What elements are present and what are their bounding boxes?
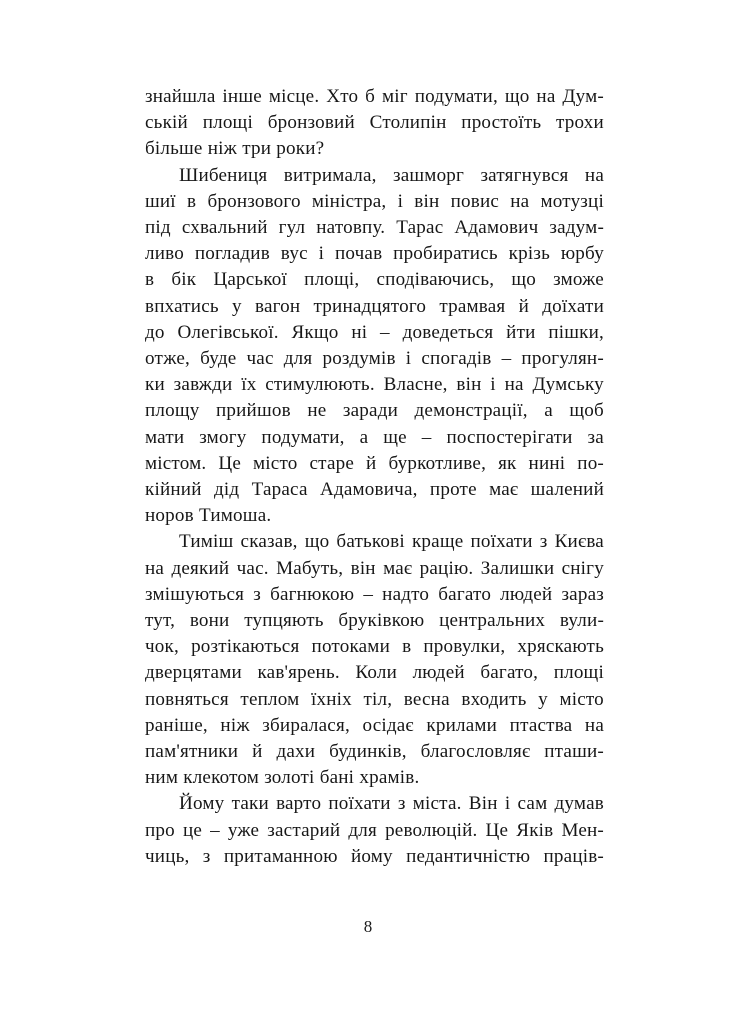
- word: інше: [222, 86, 262, 107]
- word: пам'ятники: [145, 741, 239, 763]
- word: юрбу: [560, 243, 604, 265]
- word: час.: [236, 557, 269, 579]
- text-line: [145, 163, 604, 189]
- word: буде: [200, 348, 237, 370]
- word: Дум-: [562, 86, 604, 107]
- word: й: [366, 452, 377, 474]
- word: як: [498, 452, 517, 474]
- word: потоками: [311, 636, 390, 658]
- word: храмів.: [359, 767, 420, 789]
- word: тіл,: [363, 688, 393, 710]
- word: збиралася,: [262, 714, 350, 736]
- text-line: [145, 398, 604, 424]
- word: для: [283, 348, 313, 370]
- text-line: [145, 503, 604, 529]
- word: багато: [438, 583, 492, 605]
- word: Це: [218, 452, 242, 474]
- text-line: [145, 660, 604, 686]
- word: що: [511, 269, 537, 291]
- word: поїхати: [328, 793, 391, 815]
- word: ніж: [207, 138, 238, 160]
- word: задум-: [549, 217, 604, 239]
- word: мати: [145, 426, 185, 448]
- word: розтікаються: [191, 636, 300, 658]
- paragraph: [145, 163, 604, 530]
- word: в: [145, 269, 155, 291]
- word: він: [456, 374, 482, 396]
- word: на: [504, 374, 524, 396]
- word: вули-: [559, 610, 604, 632]
- word: Тиміш: [179, 531, 234, 553]
- word: Адамович: [454, 217, 539, 239]
- word: прогулян-: [521, 348, 604, 370]
- word: бані: [319, 767, 355, 789]
- word: дахи: [276, 741, 316, 763]
- text-line: [145, 556, 604, 582]
- word: теплом: [240, 688, 300, 710]
- word: притаманною: [223, 845, 338, 867]
- word: Тараса: [251, 479, 308, 501]
- word: бруківкою: [338, 610, 425, 632]
- word: поспостерігати: [446, 426, 573, 448]
- word: варто: [276, 793, 322, 815]
- word: щоб: [569, 400, 604, 422]
- word: буркотливе,: [388, 452, 487, 474]
- word: революцій.: [385, 819, 478, 841]
- word: вони: [189, 610, 230, 632]
- word: простоїть: [461, 112, 542, 134]
- word: з: [202, 845, 211, 867]
- word: доїхати: [542, 295, 604, 317]
- word: Він: [468, 793, 498, 815]
- word: багнюкою: [270, 583, 355, 605]
- word: крізь: [508, 243, 550, 265]
- word: зараз: [561, 583, 604, 605]
- word: осідає: [362, 714, 414, 736]
- word: раніше,: [145, 714, 208, 736]
- word: по-: [577, 452, 604, 474]
- word: що: [304, 531, 330, 553]
- text-line: [145, 477, 604, 503]
- page-text-block: [145, 84, 604, 870]
- word: багато,: [480, 662, 539, 684]
- text-line: [145, 844, 604, 870]
- text-line: [145, 451, 604, 477]
- word: міста.: [412, 793, 462, 815]
- word: й: [518, 295, 530, 317]
- text-line: [145, 346, 604, 372]
- word: чок,: [145, 636, 179, 658]
- word: затягнувся: [480, 164, 569, 186]
- text-line: [145, 189, 604, 215]
- word: на: [145, 557, 165, 579]
- word: і: [504, 793, 511, 815]
- word: ним: [145, 767, 179, 789]
- word: Тимоша.: [199, 505, 272, 527]
- word: нині: [528, 452, 566, 474]
- word: центральних: [439, 610, 546, 632]
- word: краще: [411, 531, 464, 553]
- word: уже: [227, 819, 260, 841]
- word: –: [421, 426, 432, 448]
- word: сподіваючись,: [376, 269, 495, 291]
- text-line: [145, 267, 604, 293]
- word: Якщо: [291, 321, 339, 343]
- text-line: [145, 320, 604, 346]
- word: Мен-: [561, 819, 604, 841]
- word: Шибениця: [179, 164, 268, 186]
- word: дід: [213, 479, 240, 501]
- word: вус: [280, 243, 308, 265]
- word: в: [402, 636, 412, 658]
- word: з: [539, 531, 548, 553]
- word: Тарас: [396, 217, 444, 239]
- word: Коли: [355, 662, 397, 684]
- word: погладив: [194, 243, 270, 265]
- word: бронзового: [207, 190, 301, 212]
- word: вагон: [254, 295, 301, 317]
- word: а: [359, 426, 369, 448]
- word: місто: [253, 452, 298, 474]
- word: змішуються: [145, 583, 245, 605]
- word: з: [253, 583, 261, 605]
- word: це: [182, 819, 203, 841]
- word: міністра,: [311, 190, 387, 212]
- word: більше: [145, 138, 203, 160]
- word: місто: [559, 688, 604, 710]
- word: таки: [231, 793, 269, 815]
- word: повис: [450, 190, 500, 212]
- word: почав: [334, 243, 383, 265]
- word: ливо: [145, 243, 184, 265]
- word: має: [383, 557, 413, 579]
- word: йти: [506, 321, 536, 343]
- word: три: [242, 138, 272, 160]
- word: Власне,: [383, 374, 448, 396]
- word: пташи-: [544, 741, 604, 763]
- word: снігу: [561, 557, 604, 579]
- word: ще: [383, 426, 407, 448]
- word: завжди: [173, 374, 233, 396]
- word: витримала,: [283, 164, 377, 186]
- word: Мабуть,: [276, 557, 344, 579]
- word: Хто: [326, 86, 359, 107]
- word: праців-: [543, 845, 604, 867]
- word: шалений: [530, 479, 604, 501]
- word: Залишки: [480, 557, 555, 579]
- word: –: [363, 583, 374, 605]
- word: і: [490, 374, 496, 396]
- word: кійний: [145, 479, 202, 501]
- word: містом.: [145, 452, 207, 474]
- text-line: [145, 136, 604, 162]
- text-line: [145, 634, 604, 660]
- word: Яків: [516, 819, 554, 841]
- word: застарий: [267, 819, 341, 841]
- word: тут,: [145, 610, 176, 632]
- word: Києва: [554, 531, 604, 553]
- word: за: [587, 426, 604, 448]
- word: міг: [381, 86, 408, 107]
- word: зможе: [553, 269, 604, 291]
- word: Адамовича,: [319, 479, 418, 501]
- word: стимулюють.: [265, 374, 375, 396]
- word: деякий: [171, 557, 230, 579]
- paragraph: [145, 791, 604, 870]
- word: крилами: [426, 714, 498, 736]
- word: час: [246, 348, 274, 370]
- text-line: [145, 425, 604, 451]
- word: спогадів: [421, 348, 492, 370]
- word: заради: [342, 400, 399, 422]
- word: не: [307, 400, 327, 422]
- word: людей: [412, 662, 465, 684]
- word: і: [397, 190, 404, 212]
- word: їхніх: [310, 688, 352, 710]
- word: площі,: [304, 269, 360, 291]
- text-line: [145, 818, 604, 844]
- word: у: [232, 295, 242, 317]
- text-line: [145, 739, 604, 765]
- word: демонстрації,: [414, 400, 528, 422]
- word: площі: [553, 662, 604, 684]
- word: старе: [309, 452, 355, 474]
- word: трамвая: [439, 295, 506, 317]
- word: роздумів: [322, 348, 396, 370]
- word: натовпу.: [316, 217, 386, 239]
- word: прийшов: [216, 400, 291, 422]
- word: Це: [485, 819, 509, 841]
- text-line: [145, 110, 604, 136]
- word: б: [365, 86, 376, 107]
- page-number: 8: [363, 917, 373, 936]
- text-line: [145, 608, 604, 634]
- word: він: [350, 557, 376, 579]
- word: клекотом: [183, 767, 260, 789]
- word: ніж: [220, 714, 250, 736]
- word: доведеться: [402, 321, 494, 343]
- word: людей: [500, 583, 553, 605]
- word: птаства: [509, 714, 573, 736]
- word: дверцятами: [145, 662, 242, 684]
- word: бронзовий: [267, 112, 355, 134]
- word: шиї: [145, 190, 176, 212]
- word: –: [380, 321, 390, 343]
- text-line: [145, 84, 604, 110]
- word: сказав,: [240, 531, 298, 553]
- word: весна: [403, 688, 450, 710]
- word: бік: [171, 269, 197, 291]
- word: площі: [202, 112, 253, 134]
- word: на: [510, 190, 530, 212]
- text-line: [145, 765, 604, 791]
- word: повняться: [145, 688, 229, 710]
- word: в: [187, 190, 197, 212]
- word: будинків,: [329, 741, 407, 763]
- word: на: [584, 714, 604, 736]
- word: й: [252, 741, 263, 763]
- word: чиць,: [145, 845, 190, 867]
- word: він: [414, 190, 440, 212]
- word: хряскають: [517, 636, 604, 658]
- text-line: [145, 791, 604, 817]
- word: норов: [145, 505, 194, 527]
- word: має: [489, 479, 519, 501]
- word: ки: [145, 374, 165, 396]
- word: їх: [241, 374, 257, 396]
- word: з: [397, 793, 406, 815]
- text-line: [145, 582, 604, 608]
- word: пробиратись: [393, 243, 498, 265]
- word: схвальний: [181, 217, 268, 239]
- word: у: [538, 688, 548, 710]
- word: на: [536, 86, 556, 107]
- paragraph: [145, 529, 604, 791]
- word: трохи: [556, 112, 604, 134]
- word: ні: [351, 321, 368, 343]
- word: знайшла: [145, 86, 216, 107]
- word: надто: [382, 583, 430, 605]
- word: ській: [145, 112, 188, 134]
- word: поїхати: [470, 531, 533, 553]
- word: і: [318, 243, 325, 265]
- word: йому: [350, 845, 393, 867]
- word: –: [501, 348, 512, 370]
- word: педантичністю: [406, 845, 531, 867]
- word: провулки,: [423, 636, 506, 658]
- word: місце.: [268, 86, 320, 107]
- word: Столипін: [369, 112, 447, 134]
- word: Йому: [179, 793, 225, 815]
- word: мотузці: [540, 190, 604, 212]
- word: зашморг: [393, 164, 465, 186]
- word: про: [145, 819, 175, 841]
- word: що: [504, 86, 530, 107]
- word: входить: [461, 688, 527, 710]
- word: Царської: [213, 269, 288, 291]
- word: Олегівської.: [177, 321, 279, 343]
- word: впхатись: [145, 295, 219, 317]
- word: роки?: [276, 138, 325, 160]
- text-line: [145, 529, 604, 555]
- word: подумати,: [261, 426, 345, 448]
- word: кав'ярень.: [257, 662, 340, 684]
- text-line: [145, 294, 604, 320]
- word: а: [544, 400, 553, 422]
- word: рацію.: [419, 557, 474, 579]
- word: змогу: [199, 426, 247, 448]
- word: золоті: [264, 767, 315, 789]
- word: гул: [278, 217, 306, 239]
- word: отже,: [145, 348, 191, 370]
- word: сам: [517, 793, 548, 815]
- word: і: [405, 348, 412, 370]
- text-line: [145, 687, 604, 713]
- word: на: [584, 164, 604, 186]
- word: пішки,: [548, 321, 604, 343]
- word: думав: [554, 793, 604, 815]
- word: тупцяють: [244, 610, 324, 632]
- paragraph: [145, 84, 604, 163]
- word: благословляє: [420, 741, 531, 763]
- word: Думську: [532, 374, 604, 396]
- text-line: [145, 372, 604, 398]
- text-line: [145, 215, 604, 241]
- text-line: [145, 713, 604, 739]
- word: –: [210, 819, 220, 841]
- word: подумати,: [414, 86, 498, 107]
- word: площу: [145, 400, 200, 422]
- word: під: [145, 217, 171, 239]
- text-line: [145, 241, 604, 267]
- word: тринадцятого: [313, 295, 427, 317]
- word: до: [145, 321, 165, 343]
- word: батькові: [336, 531, 405, 553]
- word: для: [348, 819, 377, 841]
- word: проте: [429, 479, 477, 501]
